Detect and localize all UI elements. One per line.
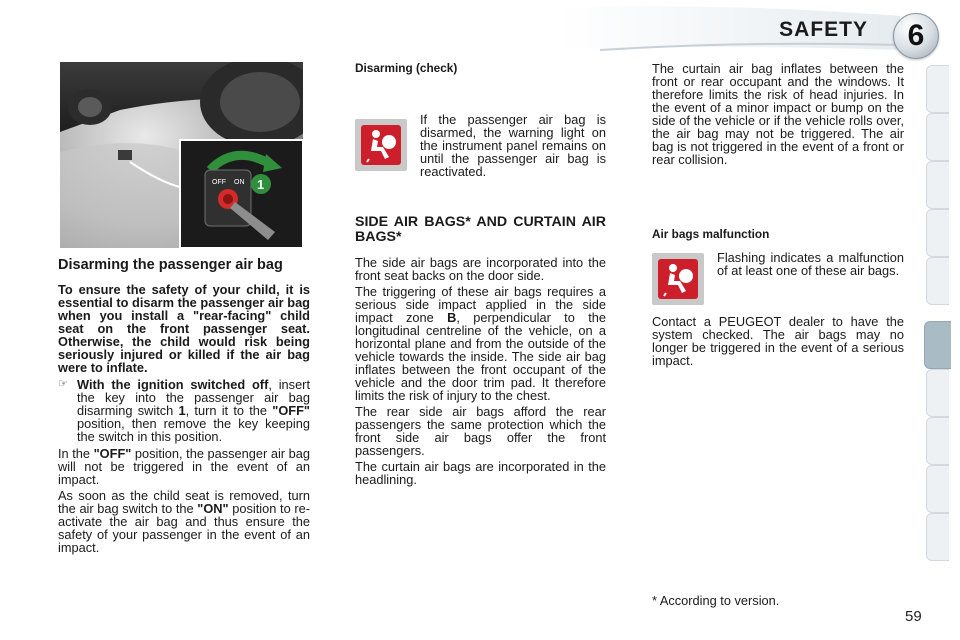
chapter-tab[interactable] <box>926 257 949 305</box>
malfunction-row <box>652 251 904 309</box>
airbag-warning-light-icon <box>355 119 407 171</box>
chapter-badge <box>893 13 939 59</box>
footnote: * According to version. <box>652 593 780 608</box>
pointing-hand-icon: ☞ <box>58 378 68 390</box>
chapter-tabs <box>926 65 952 575</box>
malfunction-text: Flashing indicates a malfunction of at least one of these air bags. <box>717 250 904 278</box>
paragraph-text: , perpendicular to the longitudinal centreline of the vehicle, on a horizontal plane and from the outside of the vehicle towards the inside. The side air bag inflates between the front occupant of the vehicle and the door trim pad. It therefore limits the risk of injury to the chest. <box>355 310 606 403</box>
disarming-check-heading: Disarming (check) <box>355 61 458 75</box>
bullet-text-part: , insert the key into the passenger air bag disarming switch <box>77 377 311 418</box>
side-airbags-p3: The rear side air bags afford the rear passengers the same protection which the front side air bags offer the front passengers. <box>355 404 606 458</box>
paragraph-text: As soon as the child seat is removed, turn the air bag switch to the <box>58 488 310 516</box>
page-number: 59 <box>905 608 922 625</box>
chapter-tab[interactable] <box>926 513 949 561</box>
section-title: SAFETY <box>779 18 868 41</box>
warning-light-face <box>361 125 401 165</box>
off-position-paragraph <box>58 447 310 486</box>
seated-person-airbag-icon <box>361 125 401 165</box>
off-label: "OFF" <box>272 403 310 418</box>
warning-light-face <box>658 259 698 299</box>
page-header <box>0 0 960 60</box>
chapter-tab[interactable] <box>926 465 949 513</box>
bullet-lead: With the ignition switched off <box>77 377 269 392</box>
bullet-text-part: , turn it to the <box>185 403 273 418</box>
reactivate-paragraph <box>58 489 310 554</box>
chapter-tab[interactable] <box>926 161 949 209</box>
chapter-tab[interactable] <box>926 369 949 417</box>
paragraph-text: In the <box>58 446 94 461</box>
bullet-text-part: position, then remove the key keeping the switch in this position. <box>77 416 310 444</box>
paragraph-text: position to re-activate the air bag and thus ensure the safety of your passenger in the event of an impact. <box>58 501 310 555</box>
photo-callout-1: 1 <box>257 177 265 192</box>
paragraph-text: position, the passenger air bag will not be triggered in the event of an impact. <box>58 446 310 487</box>
chapter-tab[interactable] <box>926 113 949 161</box>
column-1 <box>58 258 310 557</box>
chapter-tab[interactable] <box>926 65 949 113</box>
switch-label-off: OFF <box>212 179 226 186</box>
side-airbags-p2 <box>355 285 606 402</box>
side-airbags-heading: SIDE AIR BAGS* AND CURTAIN AIR BAGS* <box>355 214 606 245</box>
chapter-tab[interactable] <box>926 209 949 257</box>
disarming-heading: Disarming the passenger air bag <box>58 257 283 273</box>
off-label: "OFF" <box>93 446 132 461</box>
side-airbags-p1: The side air bags are incorporated into the front seat backs on the door side. <box>355 255 606 283</box>
switch-label-on: ON <box>234 179 245 186</box>
airbag-malfunction-light-icon <box>652 253 704 305</box>
check-warning-row <box>355 85 606 179</box>
impact-zone-label: B <box>447 310 457 325</box>
paragraph-text: The triggering of these air bags requires a serious side impact applied in the side impact zone <box>355 284 606 325</box>
switch-number: 1 <box>178 403 186 418</box>
check-text: If the passenger air bag is disarmed, the warning light on the instrument panel remains on until the passenger air bag is reactivated. <box>420 112 606 179</box>
column-2 <box>355 62 606 489</box>
side-airbags-p4: The curtain air bags are incorporated in the headlining. <box>355 459 606 487</box>
child-seat-warning: To ensure the safety of your child, it is essential to disarm the passenger air bag when you install a "rear-facing" child seat on the front passenger seat. Otherwise, the child would risk being seriously injured or killed if the air bag were to inflate. <box>58 282 310 375</box>
chapter-number: 6 <box>907 19 925 52</box>
column-3 <box>652 62 904 370</box>
bullet-instruction <box>58 378 310 443</box>
airbag-switch-photo <box>60 62 303 248</box>
chapter-tab[interactable] <box>926 417 949 465</box>
on-label: "ON" <box>197 501 229 516</box>
malfunction-heading: Air bags malfunction <box>652 227 770 241</box>
contact-dealer-paragraph: Contact a PEUGEOT dealer to have the system checked. The air bags may no longer be triggered in the event of a serious impact. <box>652 314 904 368</box>
seated-person-airbag-icon <box>658 259 698 299</box>
chapter-tab-active[interactable] <box>924 321 951 369</box>
curtain-airbag-paragraph: The curtain air bag inflates between the front or rear occupant and the windows. It therefore limits the risk of head injuries. In the event of a minor impact or bump on the side of the vehicle or if the vehicle rolls over, the air bag may not be triggered. The air bag is not triggered in the event of a front or rear collision. <box>652 61 904 167</box>
